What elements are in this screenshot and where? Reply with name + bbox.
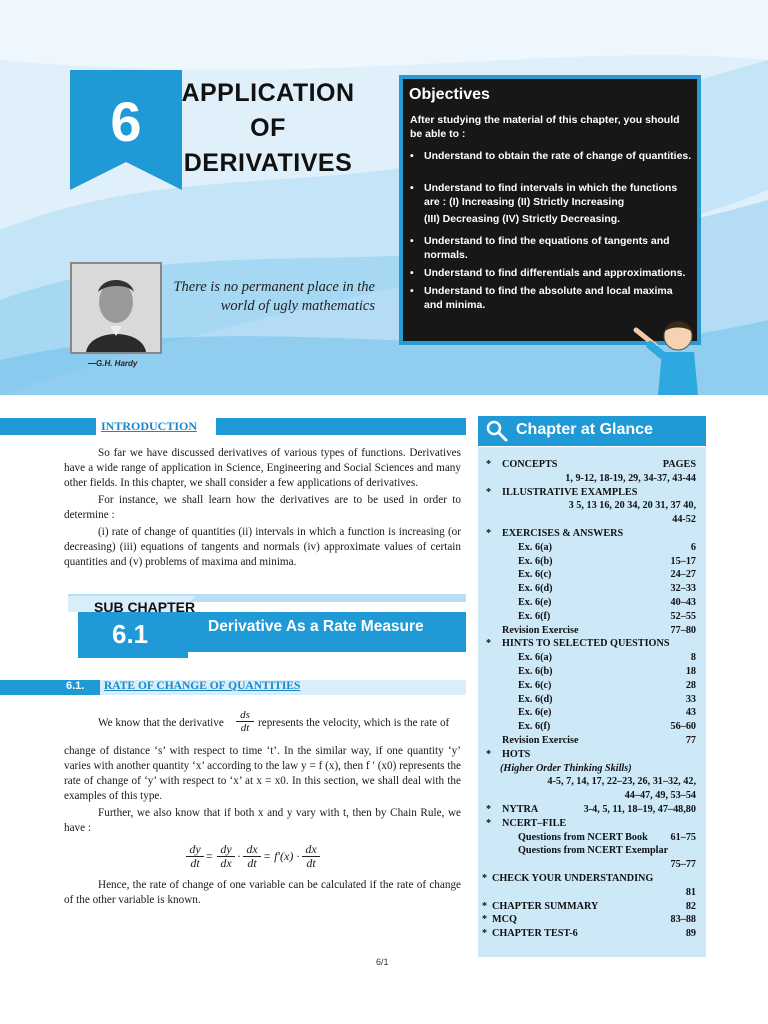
quote-line-1: There is no permanent place in the: [173, 279, 375, 295]
chapter-at-glance-title: Chapter at Glance: [516, 421, 653, 438]
bullet: •: [410, 267, 414, 279]
glance-item-pages: 52–55: [670, 610, 696, 622]
glance-item-label: ILLUSTRATIVE EXAMPLES: [502, 486, 638, 498]
glance-item-label: HINTS TO SELECTED QUESTIONS: [502, 638, 670, 650]
chapter-number: 6: [110, 90, 142, 153]
glance-item-pages: 44–47, 49, 53–54: [624, 790, 696, 802]
glance-item-label: (Higher Order Thinking Skills): [500, 762, 632, 774]
glance-item-label: Ex. 6(a): [518, 652, 552, 664]
glance-item-label: HOTS: [502, 748, 531, 760]
glance-item-pages: PAGES: [662, 459, 696, 470]
glance-bullet: *: [482, 928, 488, 940]
intro-paragraph-3: (i) rate of change of quantities (ii) intervals in which a function is increasing (or decreasing) (iii) equations of tangents and normals (iv) approximate values of certain quantities and (v) problems of maxima and minima.: [64, 526, 461, 568]
glance-bullet: *: [486, 817, 492, 829]
eq-equals: =: [206, 849, 213, 863]
glance-bullet: *: [482, 873, 488, 884]
glance-item-pages: 28: [685, 679, 696, 691]
glance-item-label: Ex. 6(c): [518, 679, 552, 691]
glance-item-label: Questions from NCERT Book: [518, 831, 648, 843]
chapter-title-line-3: DERIVATIVES: [183, 149, 353, 177]
objectives-intro: After studying the material of this chapter, you should be able to :: [410, 114, 680, 140]
glance-item-pages: 4-5, 7, 14, 17, 22–23, 26, 31–32, 42,: [547, 776, 696, 788]
intro-paragraph-1: So far we have discussed derivatives of various types of functions. Derivatives have a wide range of application in Science, Engineering and Social Sciences and many other fields. In this chapter, we shall consider a few applications of derivatives.: [64, 447, 461, 489]
glance-item-label: Ex. 6(a): [518, 541, 552, 553]
glance-item-pages: 32–33: [670, 583, 696, 595]
chapter-title-line-2: OF: [250, 114, 286, 142]
glance-item-label: Revision Exercise: [502, 624, 579, 636]
glance-item-pages: 1, 9-12, 18-19, 29, 34-37, 43-44: [565, 472, 696, 484]
glance-bullet: *: [486, 804, 492, 815]
section-number: 6.1.: [66, 680, 85, 692]
objective-item: (III) Decreasing (IV) Strictly Decreasing.: [424, 213, 621, 225]
objective-item: • Understand to find intervals in which the functions are : (I) Increasing (II) Strictly Increasing: [410, 182, 678, 208]
objective-item: • Understand to find differentials and approximations.: [410, 267, 686, 279]
portrait-photo: [70, 262, 162, 354]
quote: [170, 278, 375, 316]
eq-dy-dt: dy dt: [186, 843, 204, 870]
glance-item-label: NCERT–FILE: [502, 817, 567, 829]
section-p1-start: We know that the derivative: [98, 717, 224, 729]
glance-item-pages: 40–43: [670, 597, 696, 608]
glance-item-label: Ex. 6(b): [518, 666, 553, 677]
glance-item-label: EXERCISES & ANSWERS: [502, 528, 624, 539]
glance-bullet: *: [486, 486, 492, 498]
glance-item-pages: 3 5, 13 16, 20 34, 20 31, 37 40,: [568, 500, 696, 512]
glance-item-pages: 82: [685, 900, 696, 912]
glance-bullet: *: [486, 638, 492, 650]
objective-item: • Understand to find the equations of tangents and normals.: [410, 235, 670, 261]
glance-item-label: Ex. 6(e): [518, 597, 552, 608]
glance-item-pages: 15–17: [670, 555, 696, 567]
quote-line-2: world of ugly mathematics: [220, 298, 375, 314]
fraction-ds-dt: ds dt: [236, 709, 254, 734]
glance-item-pages: 77: [685, 735, 696, 746]
glance-item-label: Questions from NCERT Exemplar: [518, 845, 669, 857]
objective-item: • Understand to find the absolute and local maxima and minima.: [410, 285, 673, 311]
chapter-title-line-1: APPLICATION: [181, 79, 355, 107]
bullet: •: [410, 182, 414, 194]
eq-dx-dt-2: dx dt: [302, 843, 320, 870]
glance-item-label: CONCEPTS: [502, 459, 558, 470]
glance-item-label: Ex. 6(e): [518, 707, 552, 719]
glance-item-label: CHECK YOUR UNDERSTANDING: [492, 873, 654, 884]
glance-item-label: Ex. 6(c): [518, 569, 552, 581]
eq-dot: ·: [237, 849, 241, 863]
glance-item-label: Ex. 6(d): [518, 693, 553, 705]
glance-item-label: CHAPTER TEST-6: [492, 928, 578, 940]
glance-item-pages: 44-52: [672, 514, 696, 526]
glance-item-label: Revision Exercise: [502, 735, 579, 746]
glance-item-label: Ex. 6(d): [518, 583, 553, 595]
glance-item-pages: 24–27: [670, 569, 696, 581]
sub-chapter-label: SUB CHAPTER: [94, 599, 196, 615]
glance-item-pages: 56–60: [670, 721, 696, 733]
section-title: RATE OF CHANGE OF QUANTITIES: [104, 680, 301, 692]
glance-bullet: *: [486, 748, 492, 760]
bullet: •: [410, 235, 414, 247]
bullet: •: [410, 285, 414, 297]
glance-bullet: *: [482, 900, 488, 912]
glance-item-label: Ex. 6(b): [518, 555, 553, 567]
glance-item-pages: 75–77: [670, 859, 696, 871]
page-number: 6/1: [376, 957, 389, 967]
section-number-bar: [0, 680, 100, 695]
pointing-boy-illustration: [628, 300, 708, 395]
glance-item-pages: 8: [690, 652, 696, 664]
magnifier-icon: [486, 420, 508, 442]
quote-author: —G.H. Hardy: [88, 359, 138, 368]
glance-item-label: NYTRA: [502, 804, 539, 815]
glance-item-pages: 89: [685, 928, 696, 940]
section-paragraph-3: Hence, the rate of change of one variable can be calculated if the rate of change of the other variable is known.: [64, 879, 461, 906]
glance-bullet: *: [486, 459, 492, 470]
glance-item-pages: 18: [685, 666, 696, 677]
glance-item-label: Ex. 6(f): [518, 610, 551, 622]
glance-item-pages: 33: [685, 693, 696, 705]
section-paragraph-2: Further, we also know that if both x and y vary with t, then by Chain Rule, we have :: [64, 807, 461, 834]
introduction-heading: INTRODUCTION: [101, 419, 198, 433]
sub-chapter-title: Derivative As a Rate Measure: [208, 618, 424, 635]
section-p1-end: represents the velocity, which is the rate of: [258, 717, 450, 729]
eq-dy-dx: dy dx: [217, 843, 235, 870]
glance-item-pages: 61–75: [670, 831, 696, 843]
glance-item-pages: 77–80: [670, 624, 696, 636]
glance-item-pages: 43: [685, 707, 696, 719]
glance-item-pages: 3-4, 5, 11, 18–19, 47–48,80: [583, 804, 696, 815]
objective-item: • Understand to obtain the rate of change of quantities.: [410, 150, 692, 162]
glance-item-label: MCQ: [492, 914, 517, 926]
glance-item-pages: 6: [690, 541, 696, 553]
eq-fx: = f′(x) ·: [263, 849, 300, 863]
sub-chapter-number: 6.1: [112, 619, 149, 649]
intro-paragraph-2: For instance, we shall learn how the derivatives are to be used in order to determine :: [64, 494, 461, 521]
glance-bullet: *: [486, 528, 492, 539]
introduction-bar-left: [0, 418, 96, 435]
glance-bullet: *: [482, 914, 488, 926]
introduction-bar-right: [216, 418, 466, 435]
section-paragraph-1: change of distance ‘s’ with respect to time ‘t’. In the similar way, if one quantity ‘y’ varies with another quantity ‘x’ according to the law y = f (x), then f ′ (x0) represents the rate of change of ‘y’ with respect to ‘x’ at x = x0. In this section, we shall deal with the examples of this type.: [64, 745, 461, 802]
glance-item-pages: 83–88: [670, 914, 696, 926]
bullet: •: [410, 150, 414, 162]
glance-item-label: CHAPTER SUMMARY: [492, 900, 599, 912]
glance-item-label: Ex. 6(f): [518, 721, 551, 733]
glance-item-pages: 81: [685, 886, 696, 898]
objectives-title: Objectives: [409, 86, 490, 103]
eq-dx-dt: dx dt: [243, 843, 261, 870]
